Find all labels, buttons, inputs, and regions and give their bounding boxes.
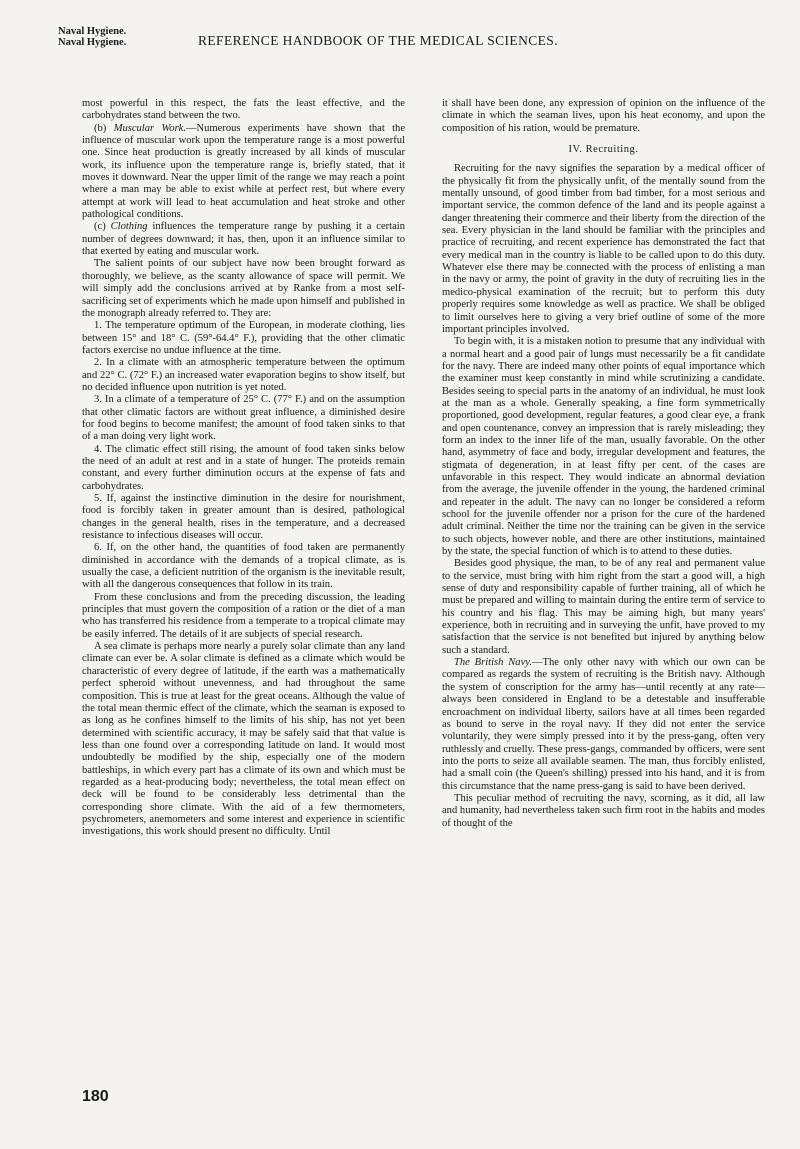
paragraph-text: —The only other navy with which our own can be compared as regards the system of recruiting is the British navy. Although the system of conscription for the army has—until recently at any rate—always been considered in England to be a detestable and insufferable encroachment on individual liberty, sailors have at all times been regarded as bound to serve in the royal navy. If they did not enter the service voluntarily, they were simply pressed into it by the press-gang, often very ruthlessly and cruelly. These press-gangs, commanded by officers, were sent into the ports to seize all available seamen. The man, thus forcibly enlisted, had a small coin (the Queen's shilling) pressed into his hand, and it is from this circumstance that the name press-gang is said to have been derived. (442, 657, 765, 792)
numbered-conclusion: 1. The temperature optimum of the European, in moderate clothing, lies between 15° and 18° C. (59°-64.4° F.), providing that the other climatic factors exercise no undue influence at the time. (82, 320, 405, 356)
paragraph: Besides good physique, the man, to be of any real and permanent value to the service, must bring with him right from the start a good will, a high sense of duty and responsibility capable of further training, all of which he must be prepared and willing to maintain during the entire term of service to his country and his flag. This may be aiming high, but many years' experience, both in recruiting and in surveying the unfit, have proved to my satisfaction that the service is not benefited but injured by anything below such a standard. (442, 558, 765, 656)
paragraph-text: influences the temperature range by pushing it a certain number of degrees downward; it has, then, upon it an influence similar to that exerted by eating and muscular work. (82, 221, 405, 258)
numbered-conclusion: 6. If, on the other hand, the quantities of food taken are permanently diminished in accordance with the demands of a tropical climate, as is usually the case, a deficient nutrition of the organism is the inevitable result, with all the dangerous consequences that follow in its train. (82, 542, 405, 591)
numbered-conclusion: 2. In a climate with an atmospheric temperature between the optimum and 22° C. (72° F.) an increased water evaporation begins to show itself, but no decided influence upon nutrition is yet noted. (82, 357, 405, 393)
running-head (58, 26, 758, 56)
side-title-line: Naval Hygiene. (58, 26, 127, 37)
section-heading: IV. Recruiting. (568, 144, 639, 156)
paragraph: From these conclusions and from the preceding discussion, the leading principles that must govern the composition of a ration or the diet of a man who has transferred his residence from a temperate to a tropical climate may be easily inferred. The details of it are subjects of special research. (82, 591, 405, 640)
subheading: Muscular Work. (113, 122, 186, 134)
numbered-conclusion: 4. The climatic effect still rising, the amount of food taken sinks below the need of an adult at rest and in a state of hunger. The proteids remain constant, and every further diminution occurs at the expense of fats and carbohydrates. (82, 443, 405, 492)
paragraph: it shall have been done, any expression of opinion on the influence of the climate in which the seaman lives, upon his heat economy, and upon the composition of his ration, would be premature. (442, 98, 765, 134)
paragraph: To begin with, it is a mistaken notion to presume that any individual with a normal heart and a good pair of lungs must necessarily be a fit candidate for the navy. There are indeed many other points of equal importance which the examiner must keep constantly in mind while scrutinizing a candidate. Besides seeing to special parts in the anatomy of an individual, he must look at the man as a whole. Generally speaking, a fine form symmetrically proportioned, good development, regular features, a good clear eye, a frank and open countenance, convey an impression that is rarely misleading; they form an index to the inner life of the man, usually favorable. On the other hand, asymmetry of face and body, irregular development and features, the stigmata of degeneration, in at least fifty per cent. of the cases are unfavorable in this respect. They would indicate an abnormal deviation from the average, the juvenile offender in the young, the hardened criminal and repeater in the adult. The navy can no longer be considered a reform school for the juvenile offender nor a prison for the cure of the hardened adult criminal. Neither the time nor the training can be given in the service to such objects, however noble, and there are other institutions, maintained by the state, the special function of which is to attend to these duties. (442, 336, 765, 558)
side-title-line: Naval Hygiene. (58, 37, 127, 48)
paragraph: Recruiting for the navy signifies the separation by a medical officer of the physically fit from the physically unfit, of the mentally sound from the mentally unsound, of good timber from bad timber, for a most serious and important service, the common defence of the land and its people against a danger threatening their commerce and their liberty from the direction of the sea. Every physician in the land should be familiar with the principles and practice of recruiting, and recent experience has demonstrated the fact that every medical man in the country is liable to be called upon to do this duty. Whatever else there may be connected with the process of enlisting a man in the navy or army, the point of gravity in the duty of recruiting lies in the medico-physical examination of the recruit; but to perform this duty properly requires some knowledge as well as practice. We shall be obliged to limit ourselves here to giving a very brief outline of some of the more important principles involved. (442, 163, 766, 335)
item-label: (b) (94, 122, 107, 134)
right-column (442, 98, 765, 830)
paragraph (442, 657, 765, 793)
paragraph (82, 123, 405, 222)
paragraph: A sea climate is perhaps more nearly a purely solar climate than any land climate can ever be. A solar climate is defined as a climate which would be characteristic of every degree of latitude, if the earth was a mathematically perfect spheroid without unevenness, and had throughout the same composition. This is true at least for the great oceans. Although the value of the total mean thermic effect of the climate, which the seaman is exposed to as long as he confines himself to the limits of his ship, has not yet been determined with scientific accuracy, it may be safely said that that value is less than one found over a corresponding latitude on land. It would most undoubtedly be modified by the ship, especially one of the modern battleships, in which every part has a climate of its own and which must be regarded as a heat-producing body; nevertheless, the total mean effect on deck will be found to be considerably less detrimental than the corresponding shore climate. With the aid of a few thermometers, psychrometers, anemometers and some interest and experience in scientific investigations, this work should present no difficulty. Until (82, 641, 405, 838)
paragraph-text: —Numerous experiments have shown that the influence of muscular work upon the temperature range is a most powerful one. Since heat production is greatly increased by all kinds of muscular work, its influence upon the temperature range is, briefly stated, that it moves it downward. Near the upper limit of the range we may reach a point where a man may be able to exist while at perfect rest, but where every attempt at work will lead to heat accumulation and heat stroke and other pathological conditions. (82, 122, 406, 221)
subheading: The British Navy. (454, 657, 532, 669)
page-title: REFERENCE HANDBOOK OF THE MEDICAL SCIENCES. (198, 33, 558, 48)
numbered-conclusion: 5. If, against the instinctive diminution in the desire for nourishment, food is forcibly taken in greater amount than is desired, pathological changes in the general health, rises in the temperature, and a decreased resistance to infectious diseases will occur. (82, 493, 405, 542)
page-number: 180 (82, 1088, 109, 1105)
subheading: Clothing (110, 221, 148, 233)
paragraph: The salient points of our subject have now been brought forward as thoroughly, we believe, as the scanty allowance of space will permit. We will simply add the conclusions arrived at by Ranke from a most self-sacrificing set of experiments which he made upon himself and published in the monograph already referred to. They are: (82, 258, 405, 319)
paragraph (82, 221, 405, 258)
section-side-title (58, 26, 126, 48)
numbered-conclusion: 3. In a climate of a temperature of 25° C. (77° F.) and on the assumption that other climatic factors are without great influence, a diminished desire for food begins to become manifest; the amount of food taken sinks to that of a man doing very light work. (82, 394, 405, 443)
paragraph: This peculiar method of recruiting the navy, scorning, as it did, all law and humanity, had nevertheless taken such firm root in the habits and modes of thought of the (442, 792, 765, 829)
left-column (82, 98, 405, 839)
item-label: (c) (94, 221, 106, 233)
paragraph: most powerful in this respect, the fats the least effective, and the carbohydrates stand between the two. (82, 98, 405, 122)
